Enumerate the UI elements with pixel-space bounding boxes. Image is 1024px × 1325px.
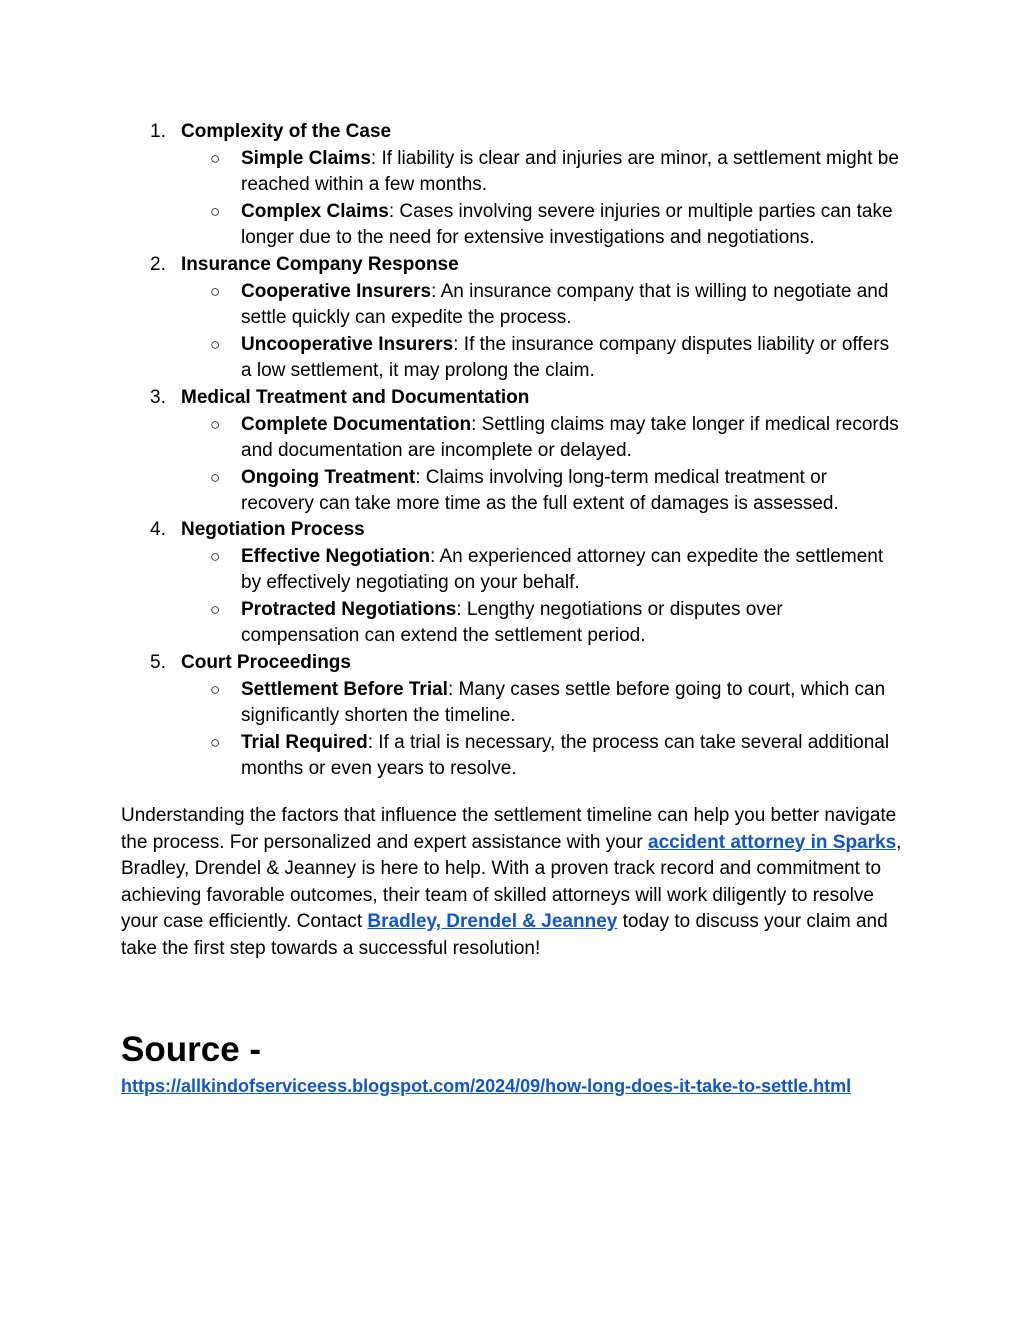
closing-paragraph <box>121 803 911 962</box>
section-title: Medical Treatment and Documentation <box>181 387 530 408</box>
item-text: : If the insurance company disputes liability or offers a low settlement, it may prolong the claim. <box>241 333 890 382</box>
item-text: : An insurance company that is willing to negotiate and settle quickly can expedite the process. <box>241 280 889 329</box>
bullet-circle-icon: ○ <box>210 201 221 221</box>
list-section-1 <box>150 119 910 252</box>
item-text: : Claims involving long-term medical treatment or recovery can take more time as the full extent of damages is assessed. <box>241 466 839 515</box>
item-label: Trial Required <box>241 731 368 753</box>
list-item <box>150 412 901 465</box>
bullet-circle-icon: ○ <box>210 148 221 168</box>
section-heading <box>150 517 910 544</box>
bradley-drendel-jeanney-link[interactable]: Bradley, Drendel & Jeanney <box>367 911 618 932</box>
source-heading: Source - <box>121 1030 262 1069</box>
section-number: 2. <box>150 254 166 275</box>
item-label: Settlement Before Trial <box>241 678 448 700</box>
item-label: Complex Claims <box>241 200 389 222</box>
bullet-circle-icon: ○ <box>210 281 221 301</box>
source-url-line <box>121 1073 851 1099</box>
closing-text: , Bradley, Drendel & Jeanney is here to help. With a proven track record and commitment to achieving favorable outcomes, their team of skilled attorneys will work diligently to resolve your case efficiently. Contact <box>121 831 902 932</box>
item-text: : If a trial is necessary, the process can take several additional months or even years to resolve. <box>241 731 890 780</box>
closing-text: today to discuss your claim and take the first step towards a successful resolution! <box>121 911 888 959</box>
item-text: : If liability is clear and injuries are minor, a settlement might be reached within a few months. <box>241 147 899 196</box>
bullet-circle-icon: ○ <box>210 334 221 354</box>
item-label: Complete Documentation <box>241 413 472 435</box>
bullet-circle-icon: ○ <box>210 599 221 619</box>
accident-attorney-link[interactable]: accident attorney in Sparks <box>648 831 897 853</box>
list-item <box>150 146 901 199</box>
section-title: Complexity of the Case <box>181 121 392 142</box>
list-item <box>150 597 901 650</box>
item-text: : An experienced attorney can expedite the settlement by effectively negotiating on your behalf. <box>241 545 884 594</box>
list-item <box>150 279 901 332</box>
bullet-circle-icon: ○ <box>210 679 221 699</box>
section-heading <box>150 385 910 412</box>
list-item <box>150 677 901 730</box>
item-text: : Many cases settle before going to court, which can significantly shorten the timeline. <box>241 678 886 727</box>
item-label: Cooperative Insurers <box>241 280 432 302</box>
item-label: Simple Claims <box>241 147 371 169</box>
list-item <box>150 465 901 518</box>
list-item <box>150 730 901 783</box>
list-section-4 <box>150 517 910 650</box>
section-number: 3. <box>150 387 166 408</box>
closing-text: Understanding the factors that influence the settlement timeline can help you better navigate the process. For personalized and expert assistance with your <box>121 805 897 853</box>
section-heading <box>150 650 910 677</box>
section-heading <box>150 252 910 279</box>
list-section-3 <box>150 385 910 518</box>
section-title: Insurance Company Response <box>181 254 459 275</box>
item-label: Uncooperative Insurers <box>241 333 454 355</box>
list-item <box>150 544 901 597</box>
list-section-5 <box>150 650 910 783</box>
source-url-link[interactable]: https://allkindofserviceess.blogspot.com/2024/09/how-long-does-it-take-to-settle.html <box>121 1076 852 1096</box>
section-number: 4. <box>150 519 166 540</box>
item-label: Effective Negotiation <box>241 545 430 567</box>
item-label: Ongoing Treatment <box>241 466 416 488</box>
section-number: 1. <box>150 121 166 142</box>
section-title: Negotiation Process <box>181 519 365 540</box>
bullet-circle-icon: ○ <box>210 414 221 434</box>
item-label: Protracted Negotiations <box>241 598 457 620</box>
item-text: : Lengthy negotiations or disputes over compensation can extend the settlement period. <box>241 598 783 647</box>
list-item <box>150 332 901 385</box>
bullet-circle-icon: ○ <box>210 546 221 566</box>
bullet-circle-icon: ○ <box>210 467 221 487</box>
bullet-circle-icon: ○ <box>210 732 221 752</box>
section-title: Court Proceedings <box>181 652 351 673</box>
list-item <box>150 199 901 252</box>
item-text: : Cases involving severe injuries or multiple parties can take longer due to the need for extensive investigations and negotiations. <box>241 200 893 249</box>
item-text: : Settling claims may take longer if medical records and documentation are incomplete or delayed. <box>241 413 899 462</box>
section-number: 5. <box>150 652 166 673</box>
list-section-2 <box>150 252 910 385</box>
section-heading <box>150 119 910 146</box>
